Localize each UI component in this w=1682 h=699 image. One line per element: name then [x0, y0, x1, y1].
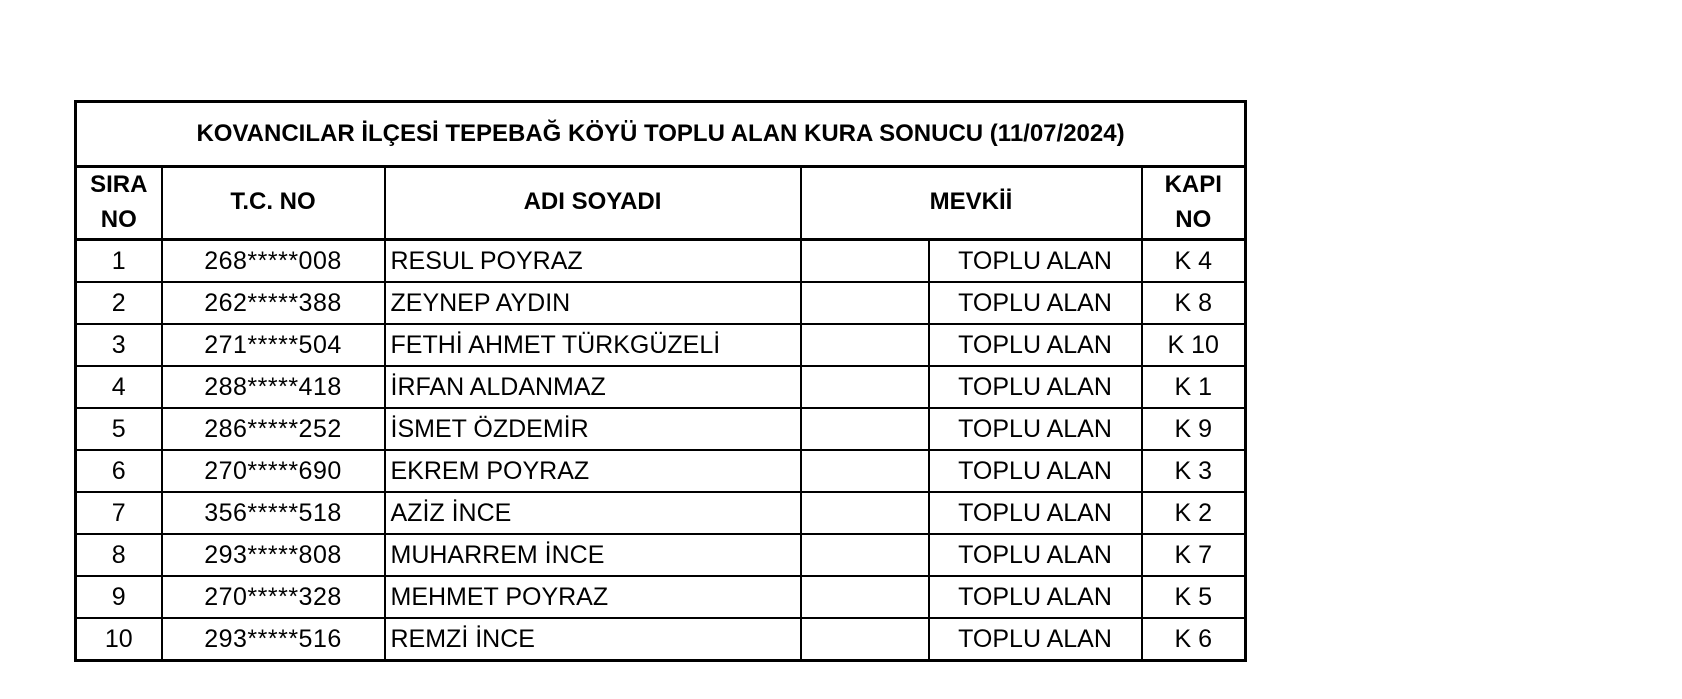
cell-adi-soyadi: FETHİ AHMET TÜRKGÜZELİ — [385, 324, 801, 366]
cell-sira-no: 7 — [76, 492, 162, 534]
cell-tc-no: 271*****504 — [162, 324, 385, 366]
cell-mevkii: TOPLU ALAN — [929, 282, 1142, 324]
cell-sira-no: 10 — [76, 618, 162, 661]
cell-kapi-no: K 6 — [1142, 618, 1246, 661]
cell-blank — [801, 534, 929, 576]
table-row — [76, 324, 1246, 366]
cell-tc-no: 293*****516 — [162, 618, 385, 661]
table-row — [76, 239, 1246, 282]
cell-mevkii: TOPLU ALAN — [929, 450, 1142, 492]
cell-sira-no: 4 — [76, 366, 162, 408]
cell-adi-soyadi: ZEYNEP AYDIN — [385, 282, 801, 324]
table-row — [76, 576, 1246, 618]
title-row — [76, 102, 1246, 167]
cell-adi-soyadi: EKREM POYRAZ — [385, 450, 801, 492]
cell-tc-no: 356*****518 — [162, 492, 385, 534]
cell-tc-no: 262*****388 — [162, 282, 385, 324]
cell-sira-no: 2 — [76, 282, 162, 324]
header-kapi-line1: KAPI — [1164, 171, 1222, 198]
table-row — [76, 408, 1246, 450]
cell-blank — [801, 324, 929, 366]
header-adi-soyadi: ADI SOYADI — [385, 167, 801, 240]
cell-kapi-no: K 4 — [1142, 239, 1246, 282]
cell-kapi-no: K 3 — [1142, 450, 1246, 492]
header-row — [76, 167, 1246, 240]
cell-blank — [801, 618, 929, 661]
cell-kapi-no: K 2 — [1142, 492, 1246, 534]
cell-mevkii: TOPLU ALAN — [929, 239, 1142, 282]
kura-result-table — [74, 100, 1247, 662]
cell-mevkii: TOPLU ALAN — [929, 534, 1142, 576]
cell-blank — [801, 450, 929, 492]
cell-sira-no: 8 — [76, 534, 162, 576]
cell-adi-soyadi: İRFAN ALDANMAZ — [385, 366, 801, 408]
cell-kapi-no: K 1 — [1142, 366, 1246, 408]
cell-adi-soyadi: MEHMET POYRAZ — [385, 576, 801, 618]
cell-sira-no: 3 — [76, 324, 162, 366]
cell-kapi-no: K 9 — [1142, 408, 1246, 450]
cell-tc-no: 286*****252 — [162, 408, 385, 450]
cell-blank — [801, 282, 929, 324]
header-kapi-line2: NO — [1175, 205, 1212, 233]
table-row — [76, 618, 1246, 661]
cell-sira-no: 5 — [76, 408, 162, 450]
cell-sira-no: 9 — [76, 576, 162, 618]
cell-mevkii: TOPLU ALAN — [929, 408, 1142, 450]
header-sira-line2: NO — [100, 205, 137, 233]
table-row — [76, 492, 1246, 534]
header-tc-no: T.C. NO — [162, 167, 385, 240]
cell-adi-soyadi: MUHARREM İNCE — [385, 534, 801, 576]
header-kapi-no — [1142, 167, 1246, 240]
cell-adi-soyadi: RESUL POYRAZ — [385, 239, 801, 282]
cell-adi-soyadi: AZİZ İNCE — [385, 492, 801, 534]
header-sira-no — [76, 167, 162, 240]
cell-mevkii: TOPLU ALAN — [929, 324, 1142, 366]
cell-adi-soyadi: REMZİ İNCE — [385, 618, 801, 661]
cell-blank — [801, 408, 929, 450]
cell-kapi-no: K 8 — [1142, 282, 1246, 324]
cell-tc-no: 270*****690 — [162, 450, 385, 492]
cell-kapi-no: K 7 — [1142, 534, 1246, 576]
cell-tc-no: 288*****418 — [162, 366, 385, 408]
cell-blank — [801, 492, 929, 534]
table-row — [76, 450, 1246, 492]
header-sira-line1: SIRA — [90, 171, 148, 198]
table-body — [76, 239, 1246, 660]
cell-sira-no: 1 — [76, 239, 162, 282]
cell-kapi-no: K 10 — [1142, 324, 1246, 366]
cell-tc-no: 268*****008 — [162, 239, 385, 282]
cell-tc-no: 293*****808 — [162, 534, 385, 576]
table-row — [76, 534, 1246, 576]
cell-adi-soyadi: İSMET ÖZDEMİR — [385, 408, 801, 450]
header-mevkii: MEVKİİ — [801, 167, 1142, 240]
cell-sira-no: 6 — [76, 450, 162, 492]
document-title: KOVANCILAR İLÇESİ TEPEBAĞ KÖYÜ TOPLU ALAN KURA SONUCU (11/07/2024) — [76, 102, 1246, 167]
cell-mevkii: TOPLU ALAN — [929, 618, 1142, 661]
cell-mevkii: TOPLU ALAN — [929, 366, 1142, 408]
cell-blank — [801, 576, 929, 618]
table-row — [76, 366, 1246, 408]
cell-mevkii: TOPLU ALAN — [929, 492, 1142, 534]
cell-mevkii: TOPLU ALAN — [929, 576, 1142, 618]
cell-blank — [801, 239, 929, 282]
cell-blank — [801, 366, 929, 408]
cell-tc-no: 270*****328 — [162, 576, 385, 618]
table-row — [76, 282, 1246, 324]
cell-kapi-no: K 5 — [1142, 576, 1246, 618]
